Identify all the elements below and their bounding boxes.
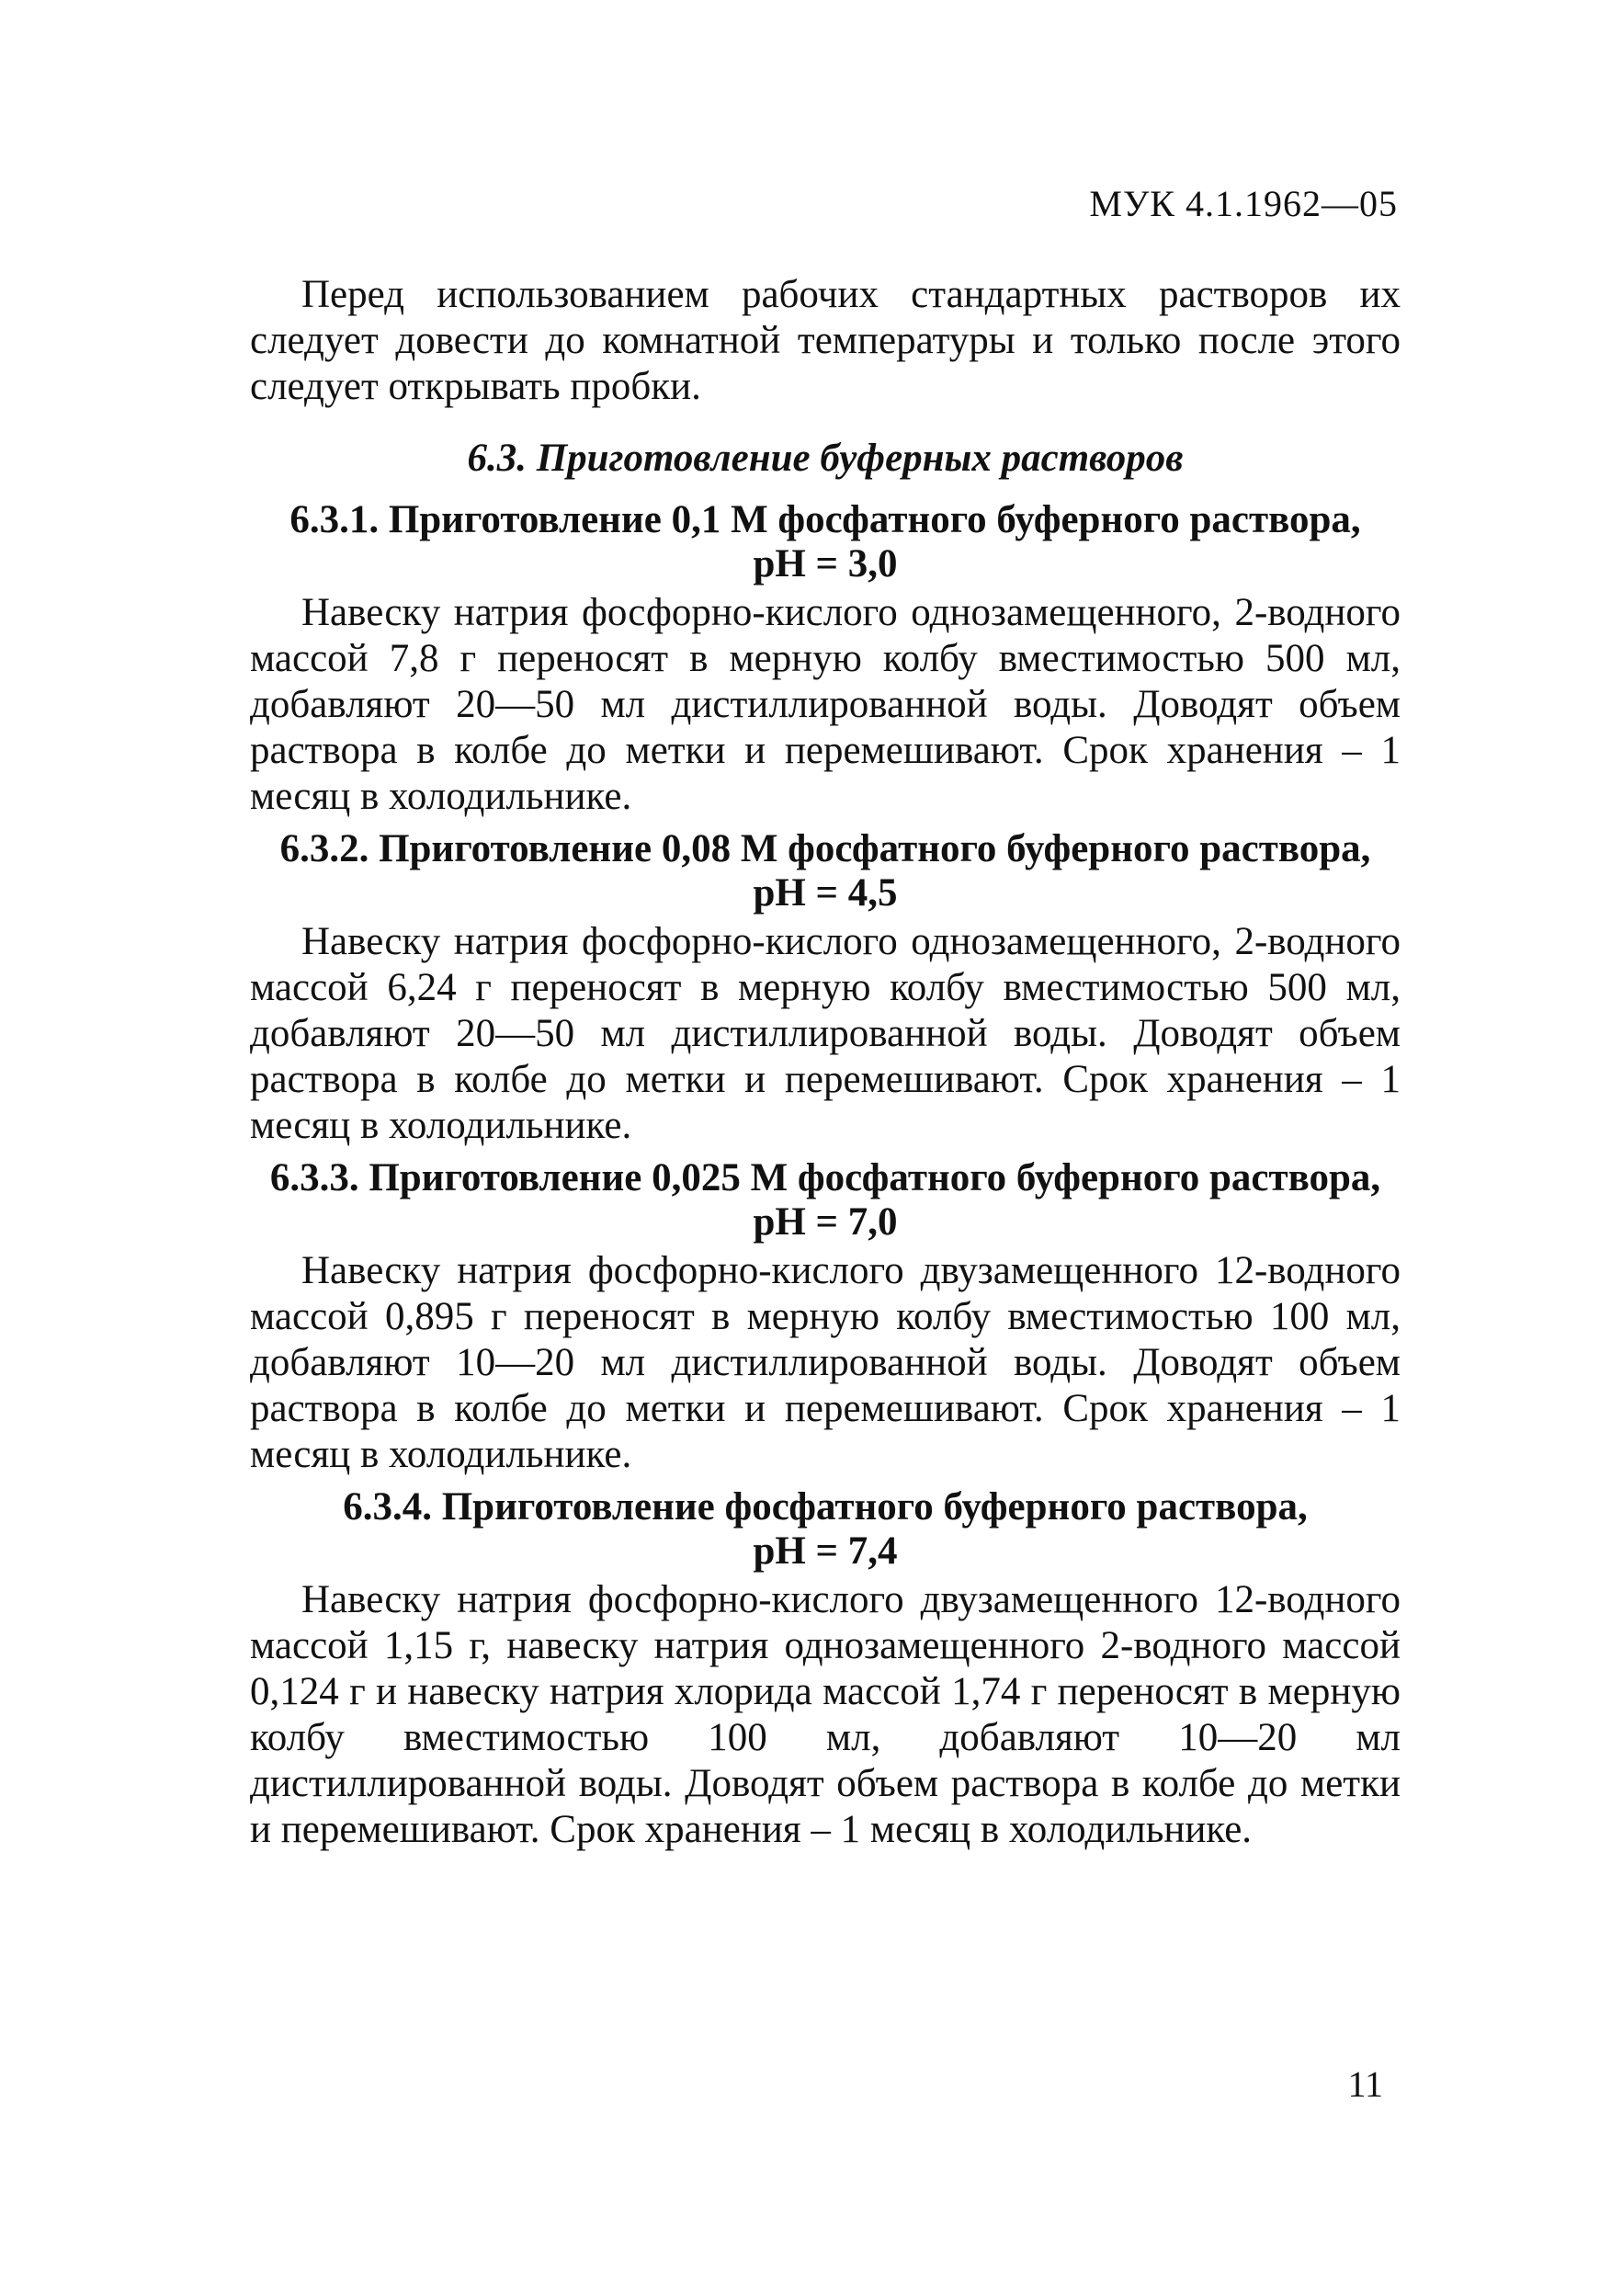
- subsection-heading-line: 6.3.2. Приготовление 0,08 М фосфатного буферного раствора,: [279, 827, 1371, 870]
- subsection-paragraph: Навеску натрия фосфорно-кислого двузамещенного 12-водного массой 1,15 г, навеску натрия однозамещенного 2-водного массой 0,124 г и навеску натрия хлорида массой 1,74 г переносят в мерную колбу вместимостью 100 мл, добавляют 10—20 мл дистиллированной воды. Доводят объем раствора в колбе до метки и перемешивают. Срок хранения – 1 месяц в холодильнике.: [250, 1578, 1401, 1851]
- subsection-ph-line: рН = 7,0: [753, 1200, 898, 1244]
- page-number: 11: [1347, 2063, 1383, 2105]
- subsection-heading-line: 6.3.1. Приготовление 0,1 М фосфатного буферного раствора,: [289, 498, 1361, 541]
- document-code-header: МУК 4.1.1962—05: [1089, 183, 1398, 224]
- subsection-paragraph: Навеску натрия фосфорно-кислого однозамещенного, 2-водного массой 6,24 г переносят в мерную колбу вместимостью 500 мл, добавляют 20—50 мл дистиллированной воды. Доводят объем раствора в колбе до метки и перемешивают. Срок хранения – 1 месяц в холодильнике.: [250, 920, 1401, 1147]
- subsection-paragraph: Навеску натрия фосфорно-кислого однозамещенного, 2-водного массой 7,8 г переносят в мерную колбу вместимостью 500 мл, добавляют 20—50 мл дистиллированной воды. Доводят объем раствора в колбе до метки и перемешивают. Срок хранения – 1 месяц в холодильнике.: [250, 591, 1401, 818]
- subsection-heading: [250, 1156, 1401, 1245]
- subsection-6-3-3: [250, 1156, 1401, 1478]
- subsection-6-3-2: [250, 827, 1401, 1149]
- subsection-heading-line: 6.3.4. Приготовление фосфатного буферного раствора,: [343, 1485, 1308, 1529]
- subsection-ph-line: рН = 4,5: [753, 871, 898, 915]
- subsection-6-3-1: [250, 498, 1401, 820]
- subsection-heading-line: 6.3.3. Приготовление 0,025 М фосфатного буферного раствора,: [269, 1156, 1381, 1199]
- intro-paragraph: Перед использованием рабочих стандартных растворов их следует довести до комнатной температуры и только после этого следует открывать пробки.: [250, 273, 1401, 408]
- subsection-ph-line: рН = 3,0: [753, 542, 898, 585]
- subsection-paragraph: Навеску натрия фосфорно-кислого двузамещенного 12-водного массой 0,895 г переносят в мерную колбу вместимостью 100 мл, добавляют 10—20 мл дистиллированной воды. Доводят объем раствора в колбе до метки и перемешивают. Срок хранения – 1 месяц в холодильнике.: [250, 1249, 1401, 1476]
- subsection-ph-line: рН = 7,4: [753, 1529, 898, 1573]
- subsection-6-3-4: [250, 1485, 1401, 1853]
- section-title: 6.3. Приготовление буферных растворов: [467, 437, 1184, 480]
- subsection-heading: [250, 498, 1401, 586]
- subsection-heading: [250, 1485, 1401, 1574]
- document-body: [250, 272, 1401, 1853]
- subsection-heading: [250, 827, 1401, 915]
